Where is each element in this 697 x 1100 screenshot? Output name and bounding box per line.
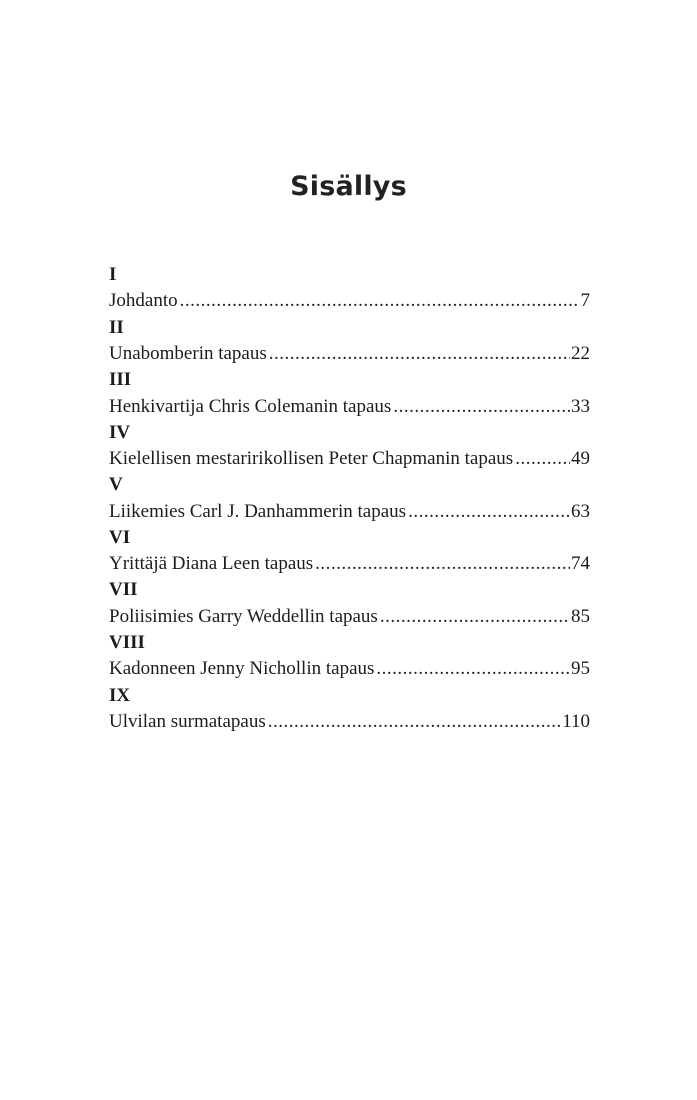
toc-section-7	[109, 577, 590, 630]
dot-leader	[408, 499, 570, 525]
table-of-contents	[109, 262, 590, 735]
dot-leader	[380, 604, 570, 630]
dot-leader	[315, 551, 570, 577]
section-numeral: I	[109, 264, 117, 285]
toc-section-6	[109, 525, 590, 578]
section-numeral: V	[109, 474, 123, 496]
section-numeral: VIII	[109, 632, 145, 654]
toc-entry[interactable]	[109, 709, 590, 735]
toc-section-8	[109, 630, 590, 683]
dot-leader	[515, 446, 570, 472]
dot-leader	[180, 288, 580, 314]
page-number: 63	[571, 500, 590, 522]
toc-section-4	[109, 420, 590, 473]
section-numeral: IX	[109, 684, 131, 706]
toc-section-9	[109, 683, 590, 736]
entry-title: Yrittäjä Diana Leen tapaus	[109, 553, 314, 575]
toc-entry[interactable]	[109, 394, 590, 420]
entry-title: Liikemies Carl J. Danhammerin tapaus	[109, 500, 407, 522]
toc-section-3	[109, 367, 590, 420]
entry-title: Henkivartija Chris Colemanin tapaus	[109, 395, 392, 417]
toc-section-1	[109, 262, 590, 315]
toc-section-2	[109, 315, 590, 368]
entry-title: Kadonneen Jenny Nichollin tapaus	[109, 658, 375, 680]
toc-entry[interactable]	[109, 499, 590, 525]
toc-entry[interactable]	[109, 551, 590, 577]
toc-entry[interactable]	[109, 341, 590, 367]
entry-title: Johdanto	[109, 290, 178, 312]
toc-section-5	[109, 472, 590, 525]
dot-leader	[268, 709, 561, 735]
entry-title: Poliisimies Garry Weddellin tapaus	[109, 605, 378, 627]
page-number: 22	[571, 342, 590, 364]
page-number: 33	[571, 395, 590, 417]
entry-title: Unabomberin tapaus	[109, 342, 267, 364]
section-numeral: II	[109, 316, 124, 338]
page-number: 110	[562, 711, 590, 733]
entry-title: Kielellisen mestaririkollisen Peter Chapmanin tapaus	[109, 448, 514, 470]
page-title: Sisällys	[290, 171, 407, 202]
section-numeral: III	[109, 369, 132, 391]
page-number: 95	[571, 658, 590, 680]
toc-entry[interactable]	[109, 604, 590, 630]
toc-entry[interactable]	[109, 288, 590, 314]
page-number: 7	[580, 290, 590, 312]
dot-leader	[269, 341, 570, 367]
page-number: 49	[571, 448, 590, 470]
dot-leader	[393, 394, 570, 420]
page-number: 74	[571, 553, 590, 575]
toc-entry[interactable]	[109, 446, 590, 472]
toc-entry[interactable]	[109, 656, 590, 682]
page-number: 85	[571, 605, 590, 627]
dot-leader	[376, 656, 570, 682]
section-numeral: IV	[109, 421, 131, 443]
section-numeral: VI	[109, 526, 131, 548]
entry-title: Ulvilan surmatapaus	[109, 711, 266, 733]
section-numeral: VII	[109, 579, 138, 601]
